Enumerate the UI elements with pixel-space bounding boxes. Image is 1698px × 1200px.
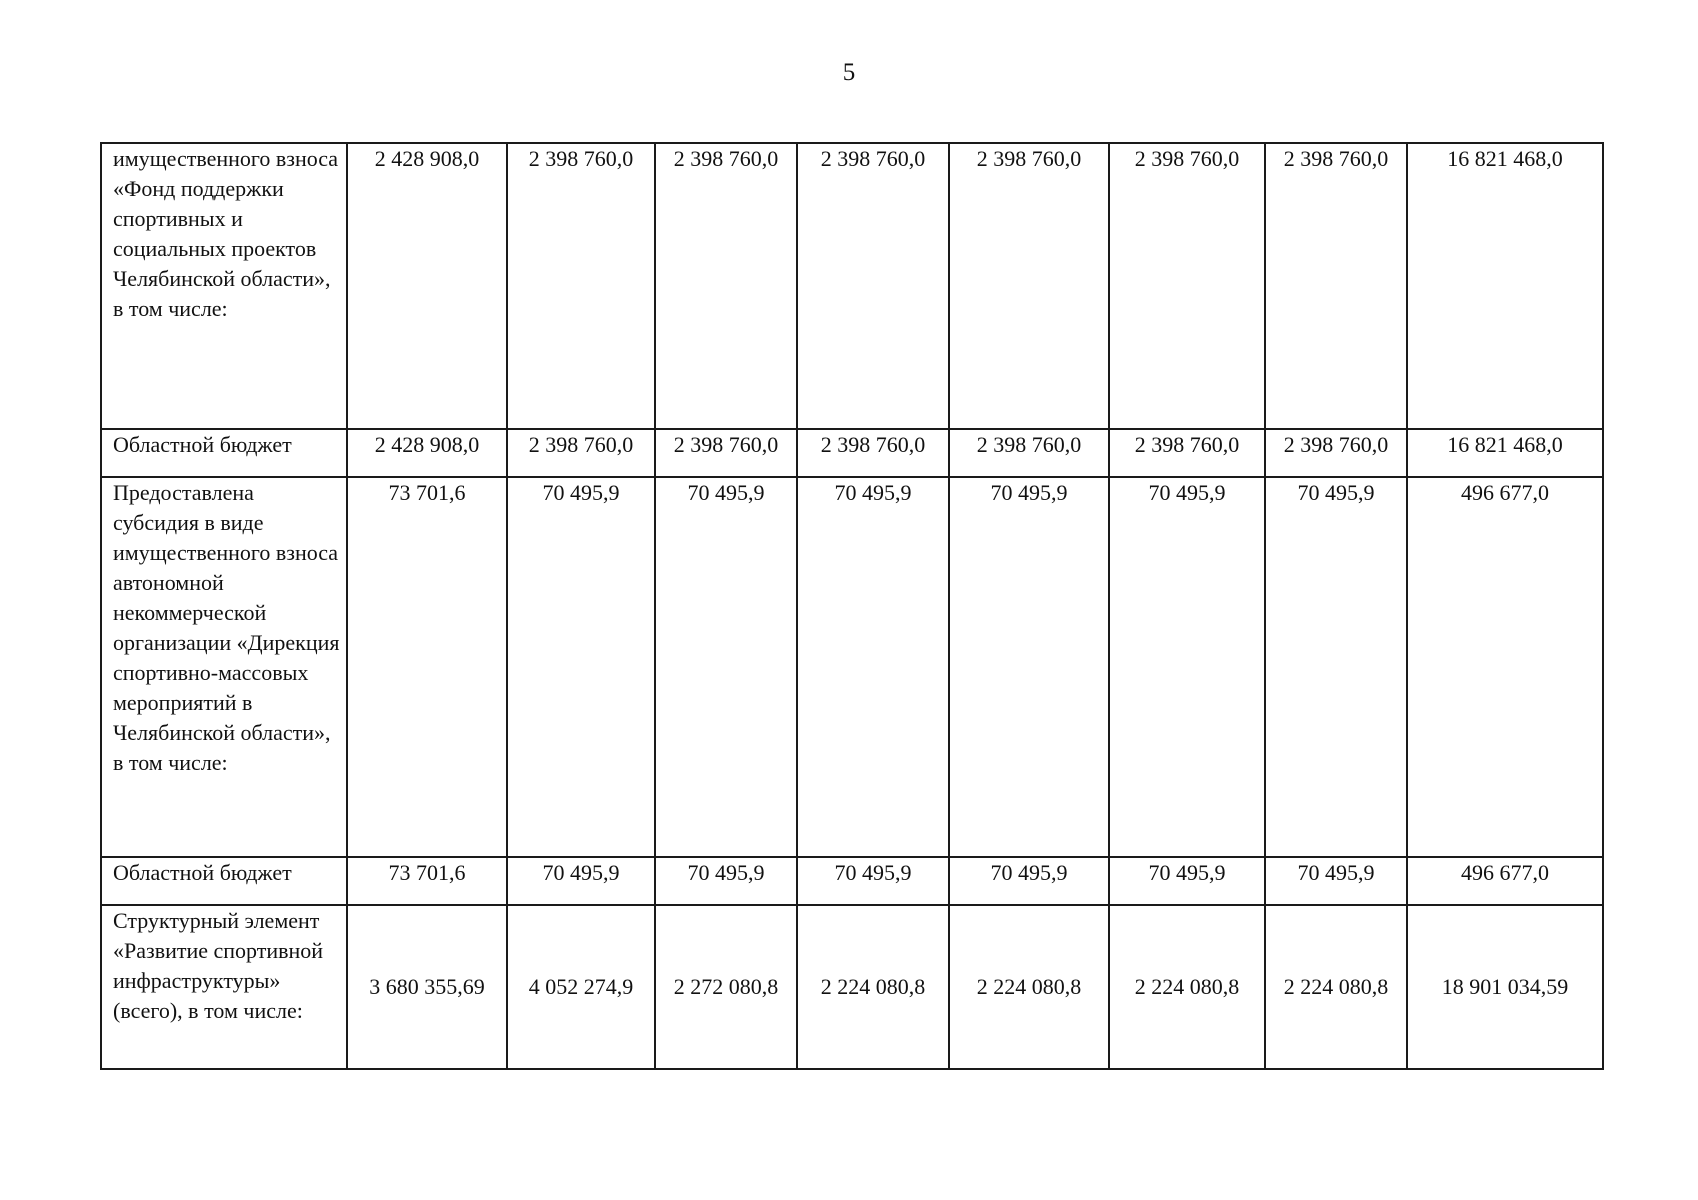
table-cell: 2 398 760,0 [655,143,797,429]
table-cell: 70 495,9 [797,857,949,905]
table-row [101,429,1603,477]
table-cell: 70 495,9 [507,477,655,857]
row-label: имущественного взноса «Фонд поддержки спортивных и социальных проектов Челябинской области», в том числе: [101,143,347,429]
table-cell: 70 495,9 [1109,857,1265,905]
table-cell: 2 398 760,0 [507,143,655,429]
table-cell: 2 272 080,8 [655,905,797,1069]
table-cell: 70 495,9 [797,477,949,857]
table-cell: 2 398 760,0 [1109,143,1265,429]
table-cell-total: 18 901 034,59 [1407,905,1603,1069]
table-cell: 70 495,9 [1265,857,1407,905]
table-cell: 2 224 080,8 [949,905,1109,1069]
table-cell-total: 16 821 468,0 [1407,143,1603,429]
table-cell: 70 495,9 [507,857,655,905]
table-cell: 2 224 080,8 [1109,905,1265,1069]
table-cell: 2 224 080,8 [797,905,949,1069]
budget-table [100,142,1604,1070]
table-cell: 2 428 908,0 [347,429,507,477]
table-cell: 2 398 760,0 [949,429,1109,477]
table-cell: 3 680 355,69 [347,905,507,1069]
table-cell-total: 496 677,0 [1407,857,1603,905]
table-cell: 73 701,6 [347,857,507,905]
table-row [101,143,1603,429]
table-row [101,477,1603,857]
table-row [101,905,1603,1069]
table-cell: 2 398 760,0 [797,429,949,477]
table-row [101,857,1603,905]
row-label: Областной бюджет [101,857,347,905]
table-cell: 2 428 908,0 [347,143,507,429]
table-cell-total: 496 677,0 [1407,477,1603,857]
table-cell: 70 495,9 [1265,477,1407,857]
table-cell: 2 398 760,0 [797,143,949,429]
table-cell: 70 495,9 [949,857,1109,905]
row-label: Структурный элемент «Развитие спортивной инфраструктуры» (всего), в том числе: [101,905,347,1069]
table-cell: 2 398 760,0 [1109,429,1265,477]
table-cell: 2 398 760,0 [655,429,797,477]
table-cell: 2 398 760,0 [949,143,1109,429]
table-cell: 70 495,9 [655,857,797,905]
table-cell: 2 398 760,0 [1265,143,1407,429]
row-label: Предоставлена субсидия в виде имущественного взноса автономной некоммерческой организации «Дирекция спортивно-массовых мероприятий в Челябинской области», в том числе: [101,477,347,857]
table-cell: 2 398 760,0 [507,429,655,477]
page-number: 5 [842,59,856,86]
table-cell: 70 495,9 [1109,477,1265,857]
table-cell: 73 701,6 [347,477,507,857]
table-cell: 70 495,9 [655,477,797,857]
table-cell-total: 16 821 468,0 [1407,429,1603,477]
table-cell: 2 398 760,0 [1265,429,1407,477]
table-cell: 2 224 080,8 [1265,905,1407,1069]
table-cell: 4 052 274,9 [507,905,655,1069]
row-label: Областной бюджет [101,429,347,477]
table-cell: 70 495,9 [949,477,1109,857]
